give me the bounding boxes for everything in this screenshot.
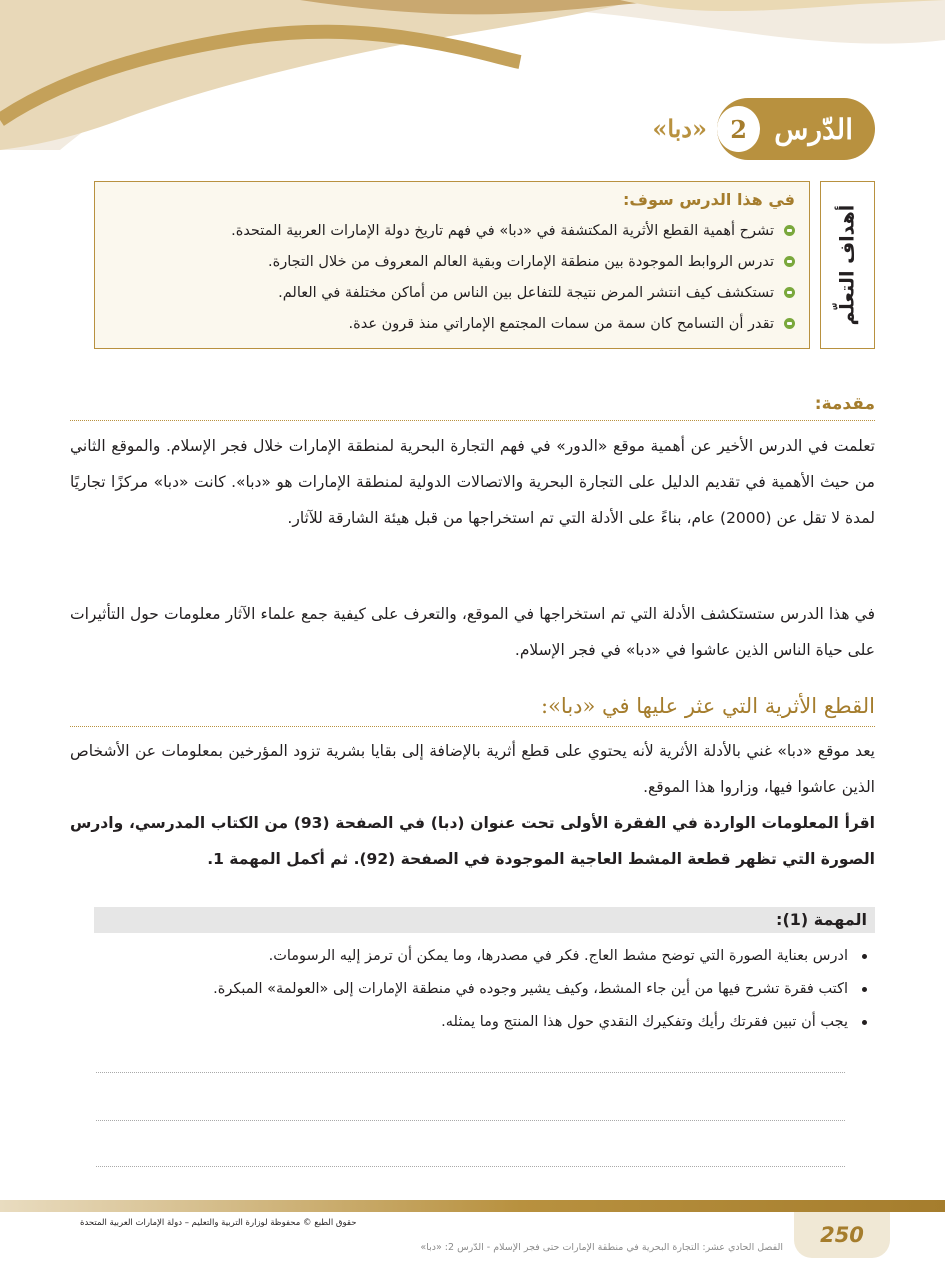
lesson-title: «دبا» [652,114,707,143]
objective-item: تدرس الروابط الموجودة بين منطقة الإمارات وبقية العالم المعروف من خلال التجارة. [105,246,795,277]
bullet-icon [862,1020,867,1025]
task-item: اكتب فقرة تشرح فيها من أين جاء المشط، وكيف يشير وجوده في منطقة الإمارات إلى «العولمة» المبكرة. [94,973,867,1006]
objectives-heading: في هذا الدرس سوف: [623,190,795,209]
objective-item: تقدر أن التسامح كان سمة من سمات المجتمع الإماراتي منذ قرون عدة. [105,308,795,339]
footer-band [0,1200,945,1212]
task-list [94,940,867,1039]
artifacts-heading-rule [70,726,875,727]
objectives-side-label-box [820,181,875,349]
answer-line[interactable] [96,1120,845,1121]
task-heading: المهمة (1): [94,907,875,933]
objectives-panel [94,181,810,349]
lesson-badge [717,98,875,160]
intro-heading-rule [70,420,875,421]
artifacts-heading: القطع الأثرية التي عثر عليها في «دبا»: [541,694,875,718]
artifacts-paragraph: يعد موقع «دبا» غني بالأدلة الأثرية لأنه يحتوي على قطع أثرية بالإضافة إلى بقايا بشرية تزود المؤرخين بمعلومات عن الأشخاص الذين عاشوا فيها، وزاروا هذا الموقع. [70,742,875,796]
intro-heading: مقدمة: [814,394,875,414]
green-bullet-icon [784,318,795,329]
intro-paragraph-2: في هذا الدرس ستستكشف الأدلة التي تم استخراجها في الموقع، والتعرف على كيفية جمع علماء الآثار معلومات حول التأثيرات على حياة الناس الذين عاشوا في «دبا» في فجر الإسلام. [70,605,875,659]
task-item: يجب أن تبين فقرتك رأيك وتفكيرك النقدي حول هذا المنتج وما يمثله. [94,1006,867,1039]
intro-paragraph-1: تعلمت في الدرس الأخير عن أهمية موقع «الدور» في فهم التجارة البحرية لمنطقة الإمارات خلال فجر الإسلام. والموقع الثاني من حيث الأهمية في تقديم الدليل على التجارة البحرية والاتصالات الدولية لمنطقة الإمارات هو «دبا». كانت «دبا» مركزًا تجاريًا لمدة لا تقل عن (2000) عام، بناءً على الأدلة التي تم استخراجها من قبل هيئة الشارقة للآثار. [70,437,875,527]
objectives-side-label: أهداف التعلّم [836,204,859,326]
page-number: 250 [794,1212,890,1258]
answer-line[interactable] [96,1072,845,1073]
artifacts-instruction: اقرأ المعلومات الواردة في الفقرة الأولى تحت عنوان (دبا) في الصفحة (93) من الكتاب المدرسي، وادرس الصورة التي تظهر قطعة المشط العاجية الموجودة في الصفحة (92). ثم أكمل المهمة 1. [70,814,875,868]
green-bullet-icon [784,256,795,267]
objectives-list [105,215,795,339]
objective-item: تشرح أهمية القطع الأثرية المكتشفة في «دبا» في فهم تاريخ دولة الإمارات العربية المتحدة. [105,215,795,246]
green-bullet-icon [784,225,795,236]
bullet-icon [862,987,867,992]
task-item: ادرس بعناية الصورة التي توضح مشط العاج. فكر في مصدرها، وما يمكن أن ترمز إليه الرسومات. [94,940,867,973]
answer-line[interactable] [96,1166,845,1167]
objective-item: تستكشف كيف انتشر المرض نتيجة للتفاعل بين الناس من أماكن مختلفة في العالم. [105,277,795,308]
green-bullet-icon [784,287,795,298]
copyright-notice: حقوق الطبع © محفوظة لوزارة التربية والتعليم – دولة الإمارات العربية المتحدة [80,1218,357,1228]
lesson-label: الدّرس [774,112,853,146]
breadcrumb: الفصل الحادي عشر: التجارة البحرية في منطقة الإمارات حتى فجر الإسلام - الدّرس 2: «دبا» [420,1242,783,1253]
bullet-icon [862,954,867,959]
lesson-number: 2 [717,106,760,152]
